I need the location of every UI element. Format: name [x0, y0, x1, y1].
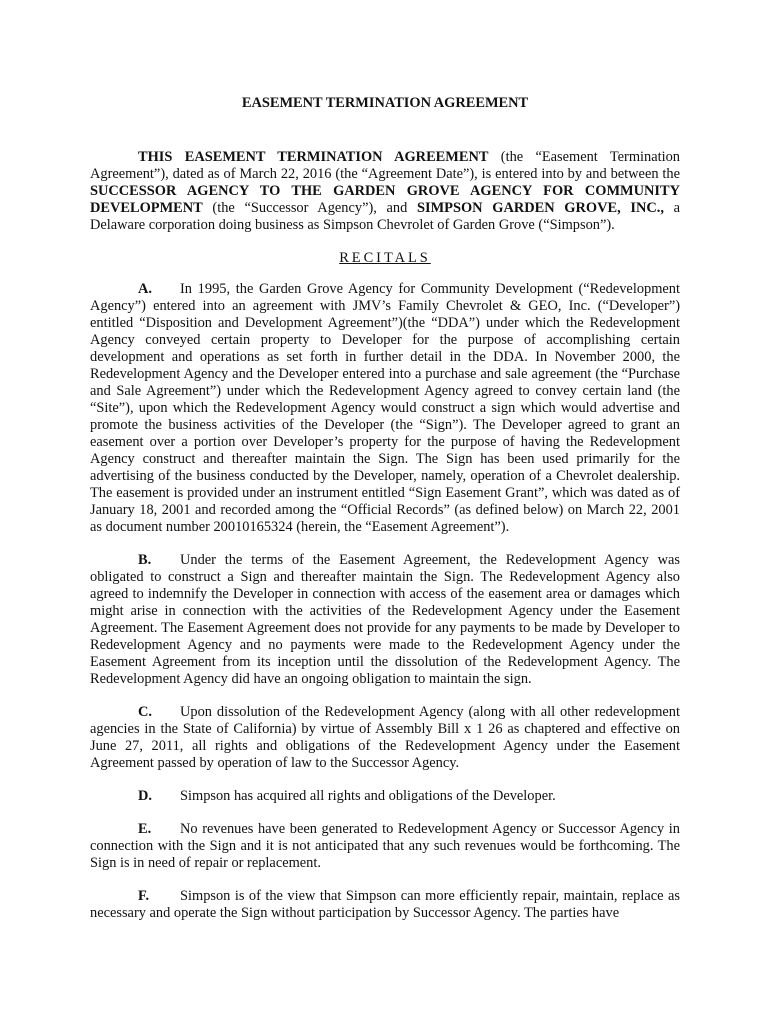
- intro-paragraph: [90, 149, 680, 234]
- recital-paragraph-b: [90, 552, 680, 688]
- recital-text: Simpson has acquired all rights and obligations of the Developer.: [180, 788, 556, 804]
- intro-lead: THIS EASEMENT TERMINATION AGREEMENT: [138, 149, 489, 165]
- recital-letter: E.: [138, 821, 152, 837]
- recitals-heading: RECITALS: [339, 250, 431, 266]
- intro-text-2: (the “Successor Agency”), and: [202, 200, 417, 216]
- recital-paragraph-e: [90, 821, 680, 872]
- recital-text: In 1995, the Garden Grove Agency for Community Development (“Redevelopment Agency”) entered into an agreement with JMV’s Family Chevrolet & GEO, Inc. (“Developer”) entitled “Disposition and Development Agreement”)(the “DDA”) under which the Redevelopment Agency conveyed certain property to Developer for the purpose of accomplishing certain development and operations as set forth in further detail in the DDA. In November 2000, the Redevelopment Agency and the Developer entered into a purchase and sale agreement (the “Purchase and Sale Agreement”) under which the Redevelopment Agency agreed to convey certain land (the “Site”), upon which the Redevelopment Agency would construct a sign which would advertise and promote the business activities of the Developer (the “Sign”). The Developer agreed to grant an easement over a portion over Developer’s property for the purpose of having the Redevelopment Agency construct and thereafter maintain the Sign. The Sign has been used primarily for the advertising of the business conducted by the Developer, namely, operation of a Chevrolet dealership. The easement is provided under an instrument entitled “Sign Easement Grant”, which was dated as of January 18, 2001 and recorded among the “Official Records” (as defined below) on March 22, 2001 as document number 20010165324 (herein, the “Easement Agreement”).: [90, 281, 680, 535]
- recital-paragraph-c: [90, 704, 680, 772]
- recital-paragraph-f: [90, 888, 680, 922]
- recital-letter: B.: [138, 552, 152, 568]
- recital-letter: F.: [138, 888, 150, 904]
- recital-text: Upon dissolution of the Redevelopment Agency (along with all other redevelopment agencies in the State of California) by virtue of Assembly Bill x 1 26 as chaptered and effective on June 27, 2011, all rights and obligations of the Redevelopment Agency under the Easement Agreement passed by operation of law to the Successor Agency.: [90, 704, 680, 771]
- recital-paragraph-d: [90, 788, 680, 805]
- recital-text: No revenues have been generated to Redevelopment Agency or Successor Agency in connection with the Sign and it is not anticipated that any such revenues would be forthcoming. The Sign is in need of repair or replacement.: [90, 821, 680, 871]
- recital-letter: D.: [138, 788, 152, 804]
- intro-text-3: a Delaware corporation doing business as Simpson Chevrolet of Garden Grove (“Simpson”).: [90, 200, 681, 233]
- party-simpson: SIMPSON GARDEN GROVE, INC.,: [417, 200, 664, 216]
- recital-paragraph-a: [90, 281, 680, 536]
- document-body: [90, 95, 680, 922]
- recital-letter: A.: [138, 281, 152, 297]
- document-title: EASEMENT TERMINATION AGREEMENT: [241, 95, 529, 111]
- recital-letter: C.: [138, 704, 152, 720]
- recital-text: Simpson is of the view that Simpson can more efficiently repair, maintain, replace as necessary and operate the Sign without participation by Successor Agency. The parties have: [90, 888, 680, 921]
- party-successor-agency: SUCCESSOR AGENCY TO THE GARDEN GROVE AGENCY FOR COMMUNITY DEVELOPMENT: [90, 183, 680, 216]
- intro-text-1: (the “Easement Termination Agreement”), dated as of March 22, 2016 (the “Agreement Date”), is entered into by and between the: [90, 149, 680, 182]
- recital-text: Under the terms of the Easement Agreement, the Redevelopment Agency was obligated to construct a Sign and thereafter maintain the Sign. The Redevelopment Agency also agreed to indemnify the Developer in connection with access of the easement area or damages which might arise in connection with the activities of the Redevelopment Agency under the Easement Agreement. The Easement Agreement does not provide for any payments to be made by Developer to Redevelopment Agency and no payments were made to the Redevelopment Agency under the Easement Agreement from its inception until the dissolution of the Redevelopment Agency. The Redevelopment Agency did have an ongoing obligation to maintain the sign.: [90, 552, 680, 687]
